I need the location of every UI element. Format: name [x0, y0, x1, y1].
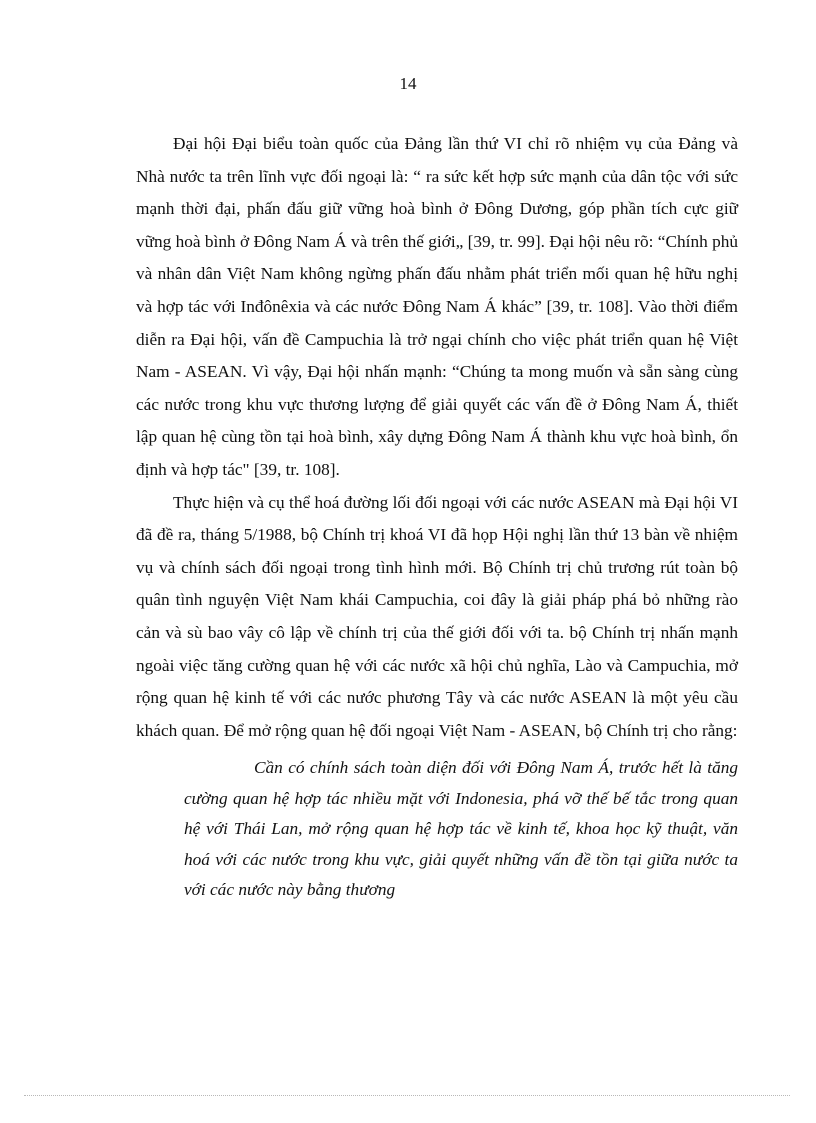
body-text [136, 128, 738, 906]
paragraph-1: Đại hội Đại biểu toàn quốc của Đảng lần thứ VI chỉ rõ nhiệm vụ của Đảng và Nhà nước ta trên lĩnh vực đối ngoại là: “ ra sức kết hợp sức mạnh của dân tộc với sức mạnh thời đại, phấn đấu giữ vững hoà bình ở Đông Dương, góp phần tích cực giữ vững hoà bình ở Đông Nam Á và trên thế giới„ [39, tr. 99]. Đại hội nêu rõ: “Chính phủ và nhân dân Việt Nam không ngừng phấn đấu nhằm phát triển mối quan hệ hữu nghị và hợp tác với Inđônêxia và các nước Đông Nam Á khác” [39, tr. 108]. Vào thời điểm diễn ra Đại hội, vấn đề Campuchia là trở ngại chính cho việc phát triển quan hệ Việt Nam - ASEAN. Vì vậy, Đại hội nhấn mạnh: “Chúng ta mong muốn và sẵn sàng cùng các nước trong khu vực thương lượng để giải quyết các vấn đề ở Đông Nam Á, thiết lập quan hệ cùng tồn tại hoà bình, xây dựng Đông Nam Á thành khu vực hoà bình, ổn định và hợp tác" [39, tr. 108]. [136, 134, 738, 479]
page-bottom-divider [24, 1095, 790, 1096]
page-number: 14 [399, 74, 417, 93]
paragraph-2: Thực hiện và cụ thể hoá đường lối đối ngoại với các nước ASEAN mà Đại hội VI đã đề ra, tháng 5/1988, bộ Chính trị khoá VI đã họp Hội nghị lần thứ 13 bàn về nhiệm vụ và chính sách đối ngoại trong tình hình mới. Bộ Chính trị chủ trương rút toàn bộ quân tình nguyện Việt Nam khái Campuchia, coi đây là giải pháp phá bỏ những rào cản và sù bao vây cô lập về chính trị của thế giới đối với ta. bộ Chính trị nhấn mạnh ngoài việc tăng cường quan hệ với các nước xã hội chủ nghĩa, Lào và Campuchia, mở rộng quan hệ kinh tế với các nước phương Tây và các nước ASEAN là một yêu cầu khách quan. Để mở rộng quan hệ đối ngoại Việt Nam - ASEAN, bộ Chính trị cho rằng: [136, 492, 738, 740]
block-quote: Cần có chính sách toàn diện đối với Đông Nam Á, trước hết là tăng cường quan hệ hợp tác nhiều mặt với Indonesia, phá vỡ thế bế tắc trong quan hệ với Thái Lan, mở rộng quan hệ hợp tác về kinh tế, khoa học kỹ thuật, văn hoá với các nước trong khu vực, giải quyết những vấn đề tồn tại giữa nước ta với các nước này bằng thương [184, 758, 738, 900]
